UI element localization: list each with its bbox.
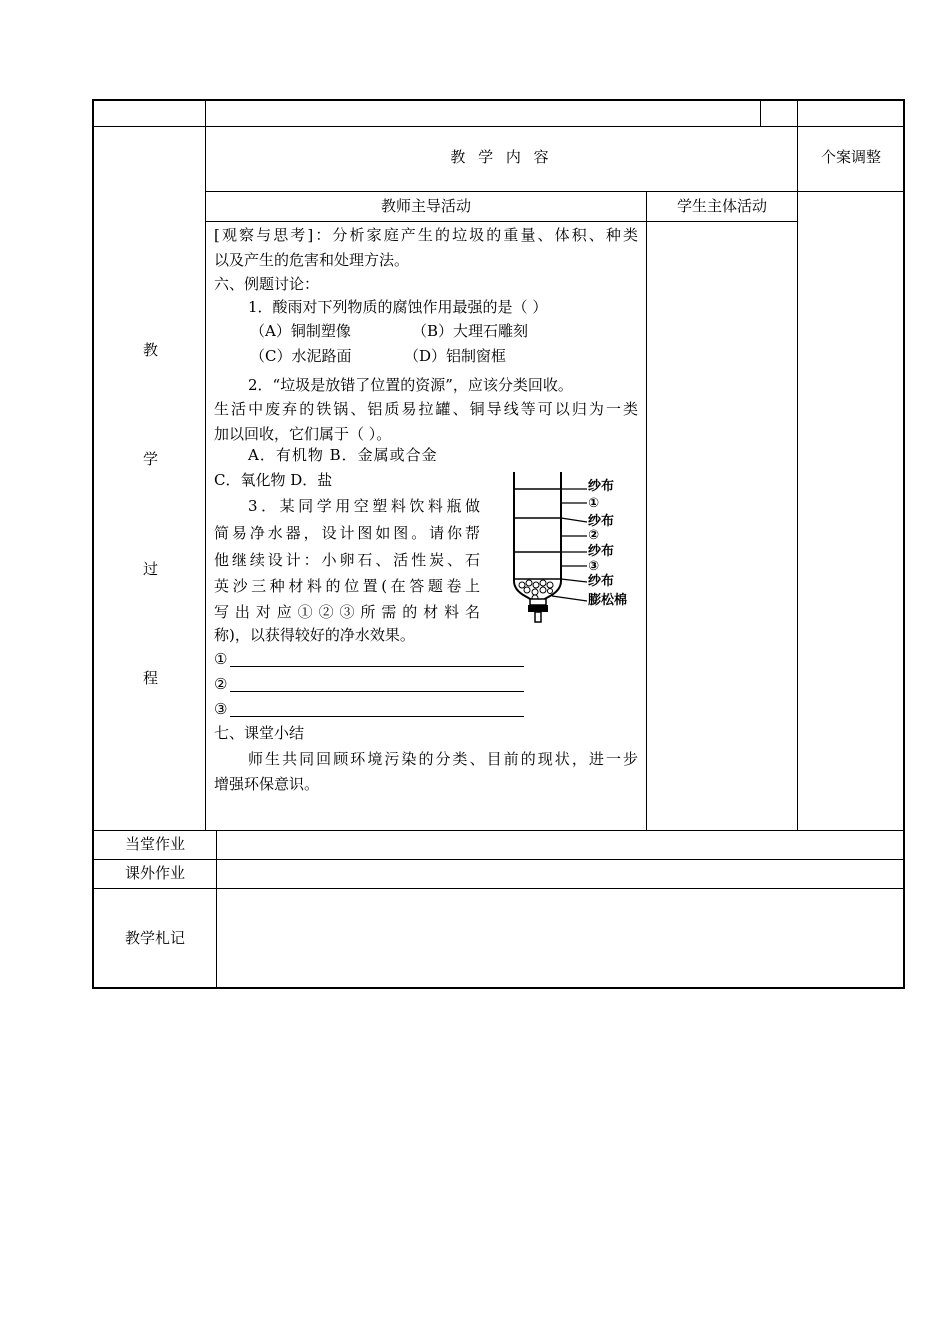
option: （B）大理石雕刻 — [412, 322, 529, 340]
option: （A）铜制塑像 — [250, 322, 351, 340]
question-3: 3．某同学用空塑料饮料瓶做 — [248, 497, 480, 515]
question-3: 他继续设计：小卵石、活性炭、石 — [214, 551, 480, 569]
option: （D）铝制窗框 — [404, 347, 507, 365]
homework-label: 课外作业 — [124, 864, 185, 882]
section-heading: 七、课堂小结 — [214, 724, 305, 742]
answer-blank-line — [230, 691, 524, 692]
figure-label: 膨松棉 — [588, 593, 628, 608]
question-2: 生活中废弃的铁锅、铝质易拉罐、铜导线等可以归为一类 — [214, 400, 638, 418]
content-title: 教 学 内 容 — [450, 148, 553, 166]
question-2: 加以回收，它们属于（ ）。 — [214, 425, 392, 443]
question-1: 1．酸雨对下列物质的腐蚀作用最强的是（ ） — [248, 298, 548, 316]
observe-text: [观察与思考]：分析家庭产生的垃圾的重量、体积、种类 — [214, 226, 638, 244]
question-3: 简易净水器，设计图如图。请你帮 — [214, 524, 480, 542]
summary-text: 增强环保意识。 — [214, 775, 320, 793]
teaching-notes-label: 教学札记 — [124, 929, 185, 947]
figure-label: 纱布 — [588, 514, 615, 529]
question-3: 写出对应①②③所需的材料名 — [214, 603, 480, 621]
teacher-column-header: 教师主导活动 — [380, 197, 471, 215]
figure-label: ③ — [588, 559, 600, 574]
side-label-char: 过 — [143, 560, 159, 578]
side-label-char: 学 — [143, 450, 159, 468]
option: C．氧化物 D．盐 — [214, 471, 333, 489]
option: （C）水泥路面 — [250, 347, 352, 365]
side-label-char: 教 — [143, 341, 159, 359]
question-3: 称)，以获得较好的净水效果。 — [214, 626, 415, 644]
answer-blank-label: ① — [214, 650, 228, 668]
answer-blank-line — [230, 716, 524, 717]
figure-label: ② — [588, 528, 600, 543]
option: A．有机物 B．金属或合金 — [248, 446, 438, 464]
answer-blank-line — [230, 666, 524, 667]
question-2: 2．“垃圾是放错了位置的资源”，应该分类回收。 — [248, 376, 573, 394]
side-label-char: 程 — [143, 669, 159, 687]
figure-label: ① — [588, 496, 600, 511]
section-heading: 六、例题讨论： — [214, 275, 320, 293]
figure-label: 纱布 — [588, 544, 615, 559]
answer-blank-label: ② — [214, 675, 228, 693]
figure-label: 纱布 — [588, 479, 615, 494]
classwork-label: 当堂作业 — [124, 835, 185, 853]
summary-text: 师生共同回顾环境污染的分类、目前的现状，进一步 — [248, 750, 638, 768]
observe-text: 以及产生的危害和处理方法。 — [214, 251, 410, 269]
figure-label: 纱布 — [588, 574, 615, 589]
question-3: 英沙三种材料的位置(在答题卷上 — [214, 577, 480, 595]
water-filter-figure — [505, 468, 646, 633]
student-column-header: 学生主体活动 — [676, 197, 767, 215]
bottle-filter-icon — [505, 468, 646, 633]
adjust-label: 个案调整 — [820, 148, 881, 166]
answer-blank-label: ③ — [214, 700, 228, 718]
